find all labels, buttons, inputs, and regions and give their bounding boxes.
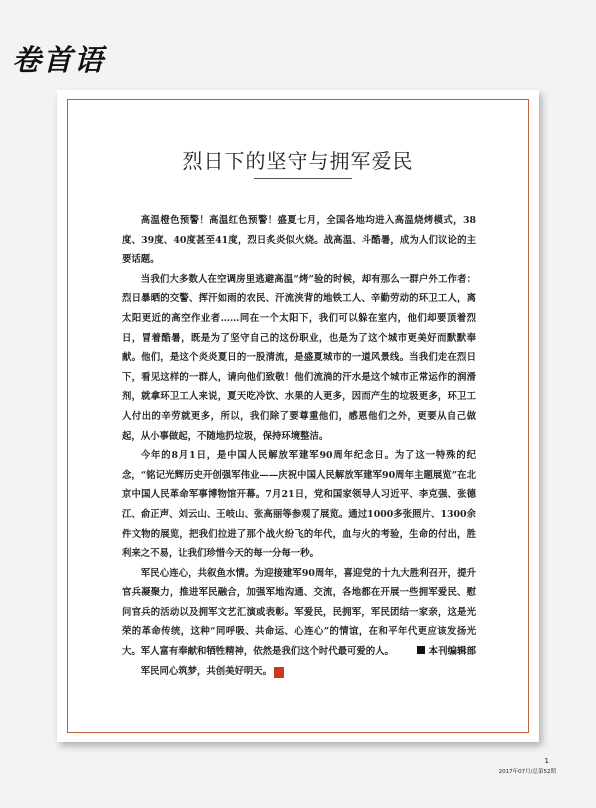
paragraph-5	[122, 662, 476, 682]
page-number: 1	[544, 757, 549, 765]
paragraph-1: 高温橙色预警！高温红色预警！盛夏七月，全国各地均进入高温烧烤模式，38度、39度、40度甚至41度，烈日炙炎似火烧。战高温、斗酷暑，成为人们议论的主要话题。	[122, 215, 476, 266]
paragraph-4: 军民心连心，共叙鱼水情。为迎接建军90周年，喜迎党的十九大胜利召开，提升官兵凝聚力，推进军民融合，加强军地沟通、交流，各地都在开展一些拥军爱民、慰问官兵的活动以及拥军文艺汇演或表彰。军爱民，民拥军，军民团结一家亲，这是光荣的革命传统，这种“同呼吸、共命运、心连心”的情谊，在和平年代更应该发扬光大。军人富有奉献和牺牲精神，依然是我们这个时代最可爱的人。	[122, 567, 476, 658]
closing-line: 军民同心筑梦，共创美好明天。	[140, 665, 273, 677]
square-bullet-icon	[417, 646, 425, 654]
article-card	[57, 90, 539, 742]
issue-info: 2017年07月/总第52期	[498, 769, 556, 775]
paragraph-3: 今年的8月1日，是中国人民解放军建军90周年纪念日。为了这一特殊的纪念，“铭记光辉历史开创强军伟业——庆祝中国人民解放军建军90周年主题展览”在北京中国人民革命军事博物馆开幕。7月21日，党和国家领导人习近平、李克强、张德江、俞正声、刘云山、王岐山、张高丽等参观了展览。通过1000多张照片、1300余件文物的展览，把我们拉进了那个战火纷飞的年代，血与火的考验，生命的付出，胜利来之不易，让我们珍惜今天的每一分每一秒。	[122, 450, 476, 560]
article-body	[122, 211, 476, 681]
paragraph-2: 当我们大多数人在空调房里逃避高温“烤”验的时候，却有那么一群户外工作者：烈日暴晒的交警、挥汗如雨的农民、汗流浃背的地铁工人、辛勤劳动的环卫工人，离太阳更近的高空作业者……同在一个太阳下，我们可以躲在室内，他们却要顶着烈日，冒着酷暑，既是为了坚守自己的这份职业，也是为了这个城市更美好而默默奉献。他们，是这个炎炎夏日的一股清流，是盛夏城市的一道风景线。当我们走在烈日下，看见这样的一群人，请向他们致敬！他们流淌的汗水是这个城市正常运作的润滑剂，就拿环卫工人来说，夏天吃冷饮、水果的人更多，因而产生的垃圾更多，环卫工人付出的辛劳就更多，所以，我们除了要尊重他们，感恩他们之外，更要从自己做起，从小事做起，不随地扔垃圾，保持环境整洁。	[122, 273, 476, 442]
column-title: 卷首语	[12, 43, 106, 77]
byline-text: 本刊编辑部	[428, 646, 476, 657]
title-underline	[254, 178, 352, 179]
article-title: 烈日下的坚守与拥军爱民	[182, 149, 414, 173]
end-seal-icon: M	[274, 667, 284, 678]
byline	[417, 643, 476, 657]
